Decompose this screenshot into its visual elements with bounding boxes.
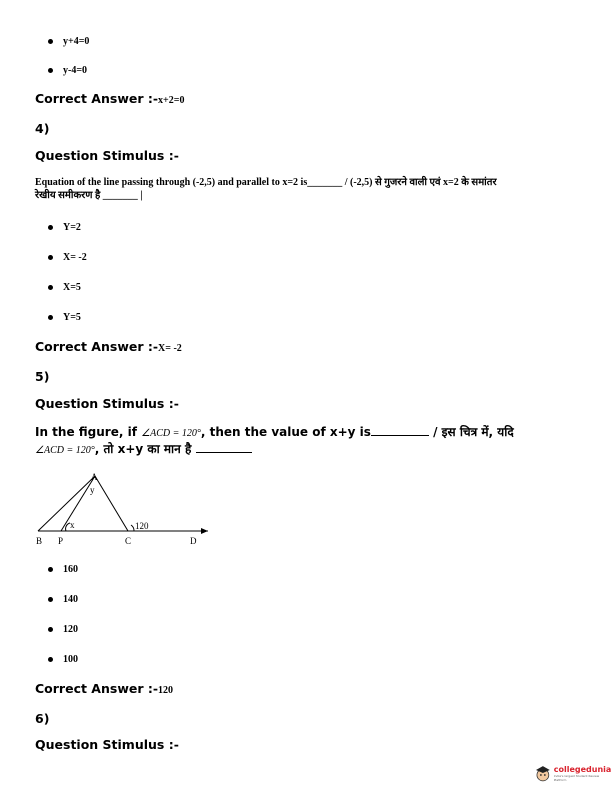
q4-correct-answer (35, 338, 182, 356)
q5-option-3 (48, 624, 78, 635)
bullet-icon (48, 627, 53, 632)
q4-option-4 (48, 312, 81, 323)
bullet-icon (48, 68, 53, 73)
option-text: Y=5 (63, 312, 81, 323)
correct-answer-label: Correct Answer :- (35, 339, 159, 354)
q5-stimulus-line1 (35, 424, 514, 442)
q5-stimulus-label: Question Stimulus :- (35, 396, 179, 411)
option-text: 160 (63, 564, 78, 575)
option-text: 140 (63, 594, 78, 605)
bullet-icon (48, 39, 53, 44)
label-a: A (91, 472, 98, 482)
label-y: y (90, 485, 95, 495)
option-text: 120 (63, 624, 78, 635)
q5-option-4 (48, 654, 78, 665)
correct-answer-label: Correct Answer :- (35, 681, 159, 696)
q5-number: 5) (35, 369, 50, 384)
angle-arc-120 (131, 525, 134, 531)
q5-angle-expr-2: ∠ACD = 120° (35, 445, 95, 456)
q6-number: 6) (35, 711, 50, 726)
mascot-icon (534, 764, 552, 782)
label-angle-120: 120 (135, 521, 149, 531)
option-text: y-4=0 (63, 65, 88, 76)
label-b: B (36, 536, 43, 546)
q4-stimulus-label: Question Stimulus :- (35, 148, 179, 163)
collegedunia-logo (534, 764, 612, 782)
logo-text: collegedunia (553, 764, 612, 774)
label-c: C (125, 536, 132, 546)
bullet-icon (48, 597, 53, 602)
q5-stimulus-line2 (35, 441, 252, 459)
q5-text-suffix: , then the value of x+y is (200, 425, 371, 439)
q5-correct-answer (35, 680, 173, 698)
q5-line2-suffix: , तो x+y का मान है (94, 442, 192, 456)
label-p: P (58, 536, 64, 546)
label-d: D (190, 536, 197, 546)
bullet-icon (48, 657, 53, 662)
q4-option-2 (48, 252, 87, 263)
q4-option-1 (48, 222, 81, 233)
option-text: X=5 (63, 282, 81, 293)
bullet-icon (48, 567, 53, 572)
option-text: 100 (63, 654, 78, 665)
answer-blank (371, 425, 429, 436)
q5-option-1 (48, 564, 78, 575)
correct-answer-value: X= -2 (158, 343, 182, 354)
bullet-icon (48, 285, 53, 290)
bullet-icon (48, 315, 53, 320)
q4-stimulus-line2: रेखीय समीकरण है _______ | (35, 190, 143, 201)
correct-answer-label: Correct Answer :- (35, 91, 159, 106)
bullet-icon (48, 225, 53, 230)
option-text: y+4=0 (63, 36, 90, 47)
q3-option-2 (48, 65, 87, 76)
label-x: x (70, 520, 75, 530)
q5-text-hindi: / इस चित्र में, यदि (433, 425, 514, 439)
option-text: X= -2 (63, 252, 87, 263)
q5-text-prefix: In the figure, if (35, 425, 137, 439)
q5-geometry-figure (30, 468, 220, 550)
q4-stimulus-line1: Equation of the line passing through (-2,5) and parallel to x=2 is_______ / (-2,5) से गुजरने वाली एवं x=2 के समांतर (35, 177, 497, 188)
q5-option-2 (48, 594, 78, 605)
answer-blank (196, 442, 252, 453)
q4-number: 4) (35, 121, 50, 136)
side-ac (95, 476, 128, 531)
q4-stimulus-text (35, 176, 580, 202)
correct-answer-value: x+2=0 (158, 95, 185, 106)
correct-answer-value: 120 (158, 685, 174, 696)
bullet-icon (48, 255, 53, 260)
q3-option-1 (48, 36, 89, 47)
q3-correct-answer (35, 90, 184, 108)
q6-stimulus-label: Question Stimulus :- (35, 737, 179, 752)
logo-tagline: India's largest Student Review Platform (553, 773, 600, 782)
q5-angle-expr: ∠ACD = 120° (141, 428, 201, 439)
option-text: Y=2 (63, 222, 81, 233)
q4-option-3 (48, 282, 81, 293)
arrow-head-icon (201, 528, 208, 534)
